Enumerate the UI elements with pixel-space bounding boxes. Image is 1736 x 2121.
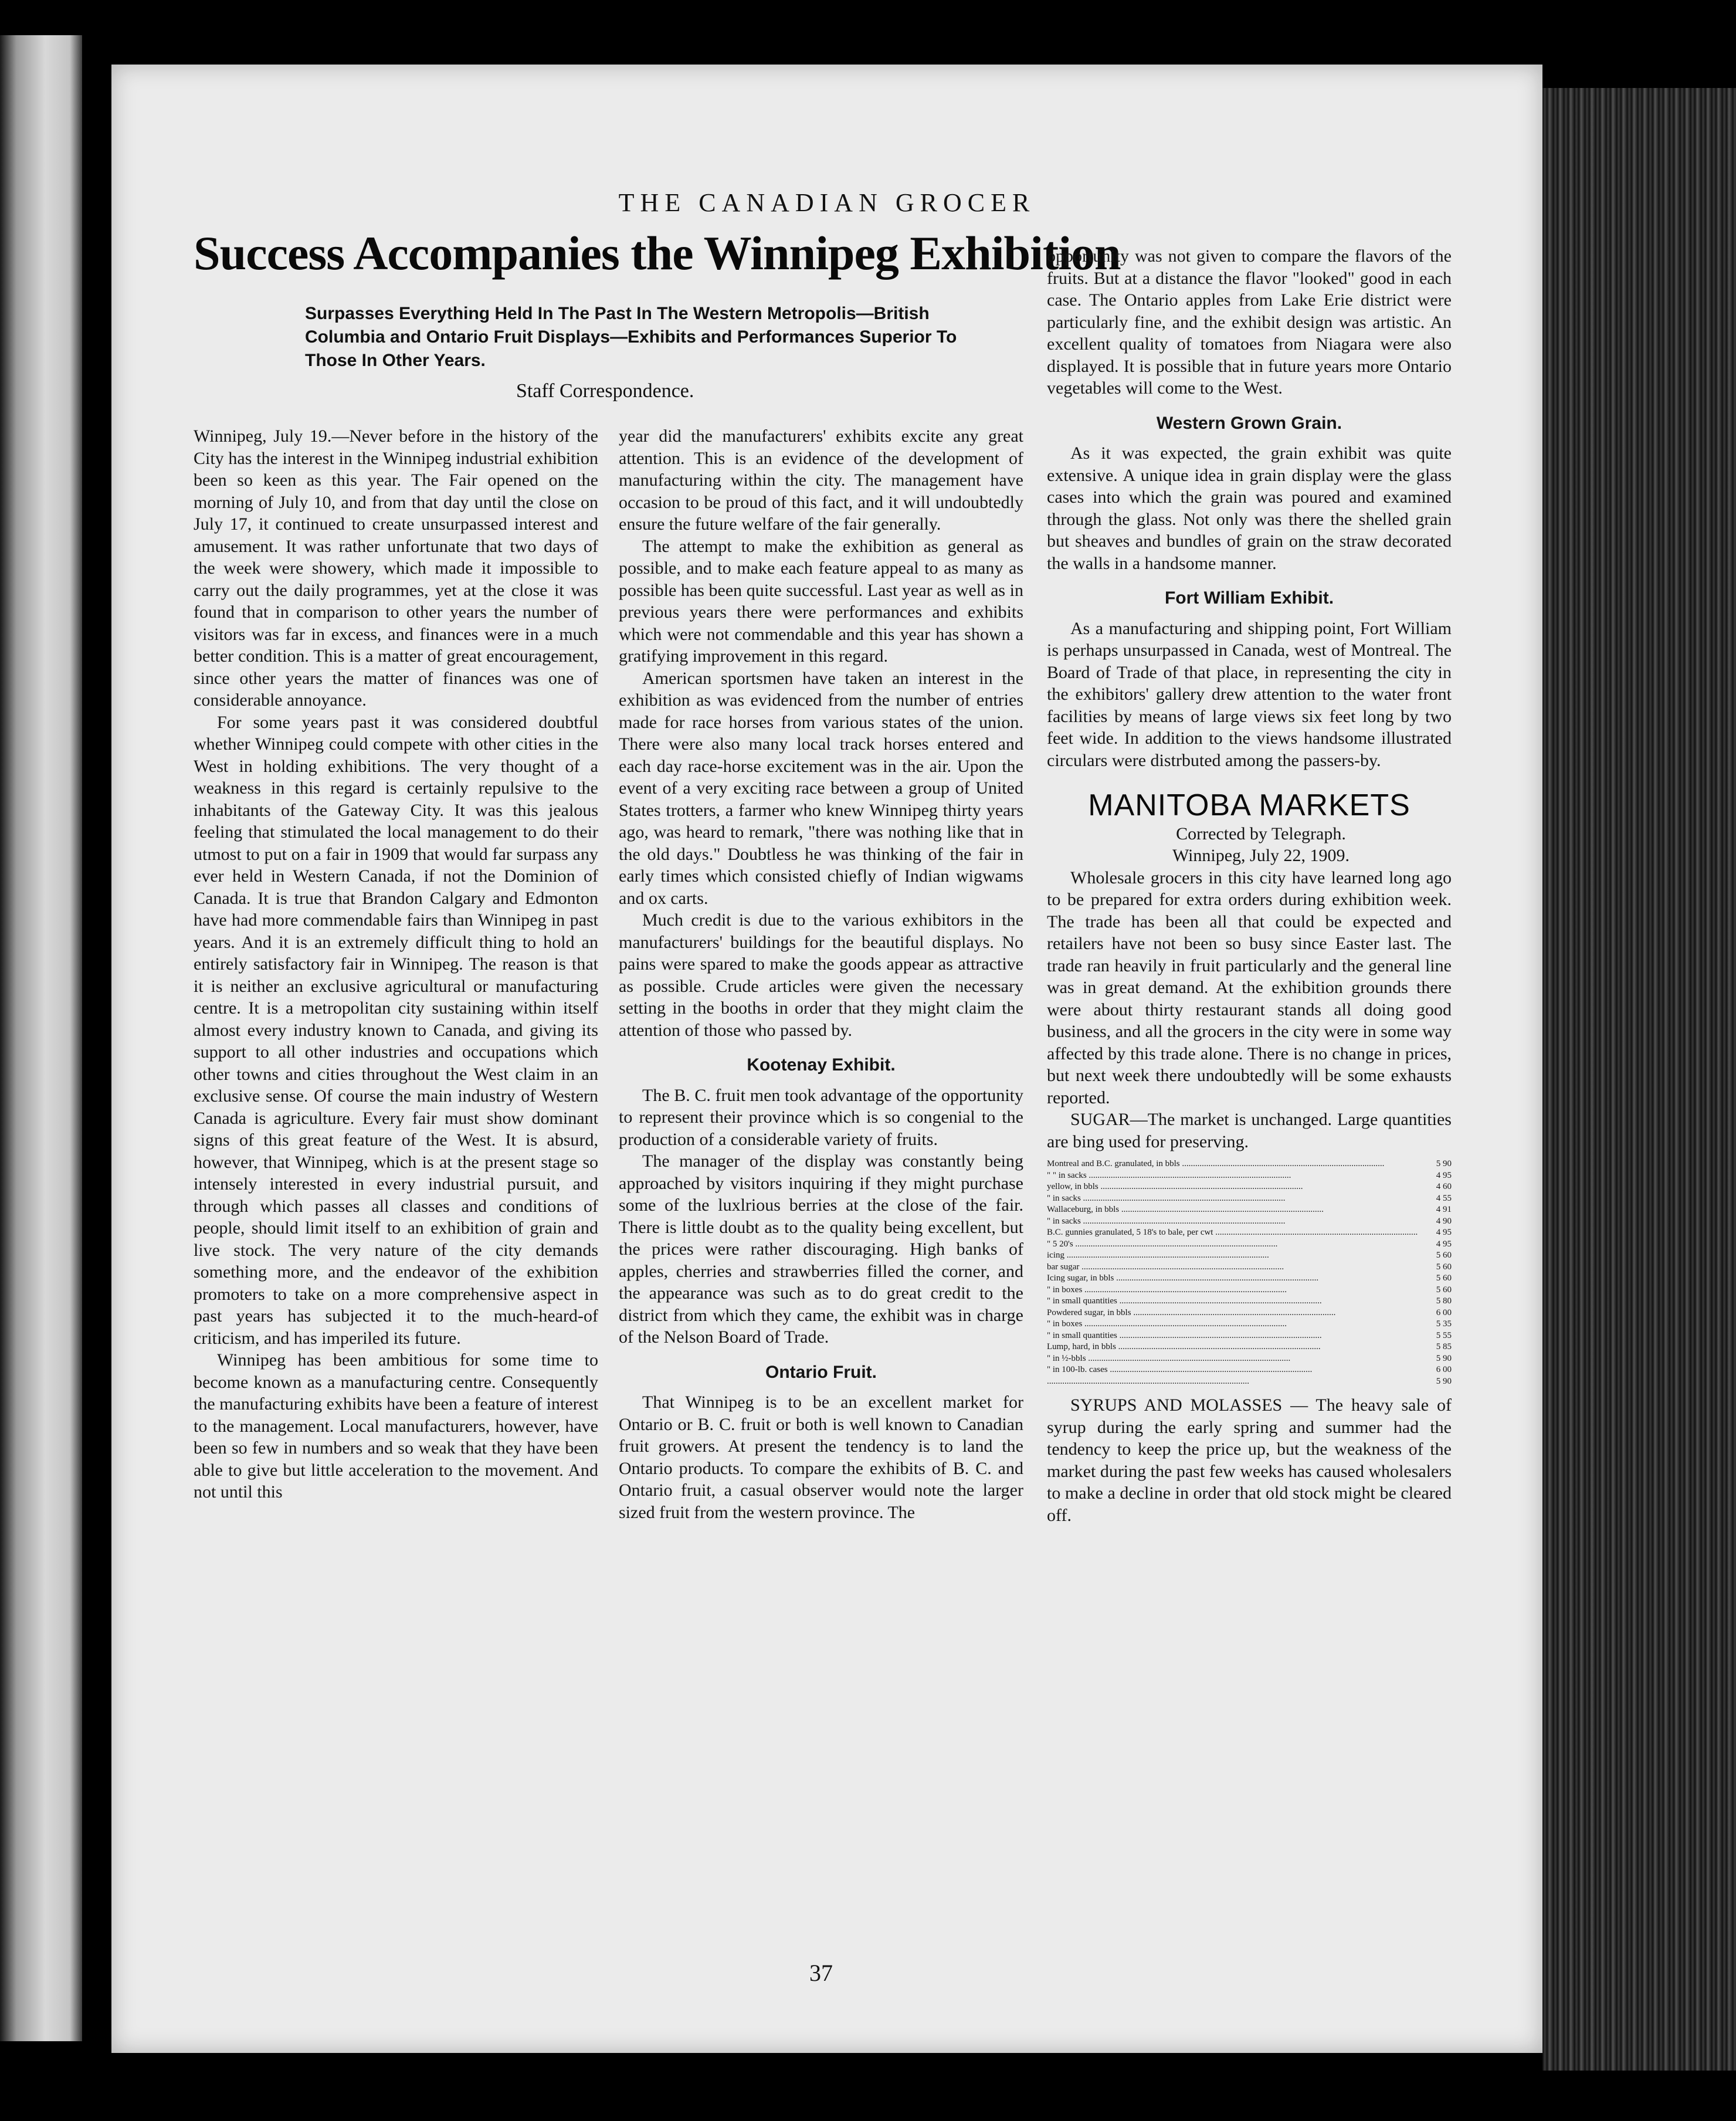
sugar-price-list [1047, 1158, 1452, 1387]
price-value: 5 35 [1436, 1319, 1452, 1329]
price-value: 4 91 [1436, 1205, 1452, 1214]
price-row [1047, 1285, 1452, 1296]
price-value: 4 95 [1436, 1239, 1452, 1249]
book-spine-edge [1542, 88, 1736, 2071]
paragraph: That Winnipeg is to be an excellent market for Ontario or B. C. fruit or both is well known to Canadian fruit growers. At present the tendency is to land the Ontario products. To compare the exhibits of B. C. and Ontario fruit, a casual observer would note the larger sized fruit from the western province. The [619, 1392, 1023, 1522]
price-row [1047, 1296, 1452, 1307]
price-row [1047, 1330, 1452, 1342]
price-label: yellow, in bbls ..... [1047, 1181, 1433, 1193]
price-row [1047, 1204, 1452, 1216]
markets-correction-note: Corrected by Telegraph. [1176, 824, 1346, 843]
price-row [1047, 1273, 1452, 1285]
price-value: 5 80 [1436, 1296, 1452, 1306]
price-label [1047, 1376, 1433, 1388]
paragraph: The manager of the display was constantly being approached by visitors inquiring if they might purchase some of the luxlrious berries at the close of the fair. There is little doubt as to the quality being excellent, but the prices were rather discouraging. High banks of apples, cherries and strawberries filled the corner, and the appearance was such as to do great credit to the district from which they came, the exhibit was in charge of the Nelson Board of Trade. [619, 1151, 1023, 1347]
paragraph: Much credit is due to the various exhibitors in the manufacturers' buildings for the beautiful displays. No pains were spared to make the goods appear as attractive as possible. Crude articles were given the necessary setting in the booths in order that they might claim the attention of those who passed by. [619, 910, 1023, 1040]
price-row [1047, 1227, 1452, 1239]
price-label: Powdered sugar, in bbls ..... [1047, 1307, 1433, 1319]
article-headline: Success Accompanies the Winnipeg Exhibition [194, 226, 1121, 280]
column-3 [1047, 245, 1452, 1526]
price-value: 5 60 [1436, 1262, 1452, 1272]
price-value: 5 85 [1436, 1342, 1452, 1351]
price-label: Wallaceburg, in bbls ..... [1047, 1204, 1433, 1216]
paragraph: opportunity was not given to compare the flavors of the fruits. But at a distance the flavor "looked" good in each case. The Ontario apples from Lake Erie district were particularly fine, and the exhibit design was artistic. An excellent quality of tomatoes from Niagara were also displayed. It is possible that in future years more Ontario vegetables will come to the West. [1047, 246, 1452, 398]
price-value: 5 90 [1436, 1353, 1452, 1363]
price-label: " in small quantities ..... [1047, 1296, 1433, 1307]
price-label: " in 100-lb. cases ..... [1047, 1364, 1433, 1376]
price-row [1047, 1262, 1452, 1273]
price-label: Lump, hard, in bbls ..... [1047, 1341, 1433, 1353]
price-row [1047, 1353, 1452, 1365]
price-row [1047, 1158, 1452, 1170]
price-row [1047, 1319, 1452, 1330]
price-value: 6 00 [1436, 1307, 1452, 1317]
price-row [1047, 1341, 1452, 1353]
subhead-fort-william: Fort William Exhibit. [1164, 588, 1334, 608]
price-label: bar sugar ..... [1047, 1262, 1433, 1273]
price-label: Icing sugar, in bbls ..... [1047, 1273, 1433, 1285]
price-value: 4 90 [1436, 1216, 1452, 1226]
subhead-western-grain: Western Grown Grain. [1156, 413, 1342, 433]
price-label: Montreal and B.C. granulated, in bbls ..... [1047, 1158, 1433, 1170]
price-value: 5 60 [1436, 1285, 1452, 1295]
price-value: 4 95 [1436, 1170, 1452, 1180]
price-value: 4 95 [1436, 1228, 1452, 1237]
page-number: 37 [809, 1960, 833, 1986]
price-label: " in small quantities ..... [1047, 1330, 1433, 1342]
price-value: 5 60 [1436, 1251, 1452, 1260]
price-row [1047, 1239, 1452, 1251]
price-value: 4 55 [1436, 1193, 1452, 1203]
price-value: 5 90 [1436, 1159, 1452, 1168]
paragraph: As a manufacturing and shipping point, Fort William is perhaps unsurpassed in Canada, west of Montreal. The Board of Trade of that place, in representing the city in the exhibitors' gallery drew attention to the water front facilities by means of large views six feet long by two feet wide. In addition to the views handsome illustrated circulars were distrbuted among the passers-by. [1047, 618, 1452, 770]
subhead-ontario-fruit: Ontario Fruit. [765, 1362, 877, 1382]
paragraph: year did the manufacturers' exhibits excite any great attention. This is an evidence of the development of manufacturing within the city. The management have occasion to be proud of this fact, and it will undoubtedly ensure the future welfare of the fair generally. [619, 426, 1023, 534]
paragraph: The attempt to make the exhibition as general as possible, and to make each feature appeal to as many as possible has been quite successful. Last year as well as in previous years there were performances and exhibits which were not commendable and this year has shown a gratifying improvement in this regard. [619, 536, 1023, 666]
price-row [1047, 1170, 1452, 1182]
article-byline: Staff Correspondence. [516, 380, 694, 402]
column-2 [619, 425, 1023, 1523]
paragraph: As it was expected, the grain exhibit was quite extensive. A unique idea in grain display were the glass cases into which the grain was poured and examined through the glass. Not only was there the shelled grain but sheaves and bundles of grain on the straw decorated the walls in a handsome manner. [1047, 443, 1452, 573]
paragraph: Winnipeg, July 19.—Never before in the history of the City has the interest in the Winnipeg industrial exhibition been so keen as this year. The Fair opened on the morning of July 10, and from that day until the close on July 17, it continued to create unsurpassed interest and amusement. It was rather unfortunate that two days of the week were showery, which made it impossible to carry out the daily programmes, yet at the close it was found that in comparison to other years the number of visitors was far in excess, and finances were in a much better condition. This is a matter of great encouragement, since other years the matter of finances was one of considerable annoyance. [194, 426, 598, 710]
price-value: 5 90 [1436, 1376, 1452, 1386]
price-label: " in boxes ..... [1047, 1285, 1433, 1296]
price-label: " in sacks ..... [1047, 1216, 1433, 1228]
running-head: THE CANADIAN GROCER [618, 188, 1036, 217]
paragraph: Winnipeg has been ambitious for some time to become known as a manufacturing centre. Consequently the manufacturing exhibits have been a feature of interest to the management. Local manufacturers, however, have been so few in numbers and so weak that they have been able to give but little acceleration to the movement. And not until this [194, 1350, 598, 1502]
price-value: 4 60 [1436, 1182, 1452, 1191]
markets-dateline: Winnipeg, July 22, 1909. [1172, 846, 1350, 865]
markets-title: MANITOBA MARKETS [1088, 788, 1410, 822]
price-label: " " in sacks ..... [1047, 1170, 1433, 1182]
paragraph: American sportsmen have taken an interest in the exhibition as was evidenced from the number of entries made for race horses from various states of the union. There were also many local track horses entered and each day race-horse excitement was in the air. Upon the event of a very exciting race between a group of United States trotters, a farmer who knew Winnipeg thirty years ago, was heard to remark, "there was nothing like that in the old days." Doubtless he was thinking of the fair in early times which consisted chiefly of Indian wigwams and ox carts. [619, 668, 1023, 908]
price-row [1047, 1307, 1452, 1319]
sugar-paragraph: SUGAR—The market is unchanged. Large quantities are bing used for preserving. [1047, 1110, 1452, 1151]
price-row [1047, 1216, 1452, 1228]
price-value: 5 60 [1436, 1273, 1452, 1283]
column-1 [194, 425, 598, 1503]
syrups-paragraph: SYRUPS AND MOLASSES — The heavy sale of syrup during the early spring and summer had the tendency to keep the price up, but the weakness of the market during the past few weeks has caused wholesalers to make a decline in order that old stock might be cleared off. [1047, 1395, 1452, 1525]
article-deck: Surpasses Everything Held In The Past In The Western Metropolis—British Columbia and Ontario Fruit Displays—Exhibits and Performances Superior To Those In Other Years. [305, 304, 957, 370]
price-label: " in boxes ..... [1047, 1319, 1433, 1330]
paragraph: For some years past it was considered doubtful whether Winnipeg could compete with other cities in the West in holding exhibitions. The very thought of a weakness in this regard is certainly repulsive to the inhabitants of the Gateway City. It was this jealous feeling that stimulated the local management to do their utmost to put on a fair in 1909 that would far surpass any ever held in Western Canada, if not the Dominion of Canada. It is true that Brandon Calgary and Edmonton have had more commendable fairs than Winnipeg in past years. And it is an extremely difficult thing to hold an entirely satisfactory fair in Winnipeg. The reason is that it is neither an exclusive agricultural or manufacturing centre. It is a metropolitan city sustaining within itself almost every industry known to Canada, and giving its support to all other industries and occupations which other towns and cities throughout the West claim in an exclusive sense. Of course the main industry of Western Canada is agriculture. Every fair must show dominant signs of this great feature of the West. It is absurd, however, that Winnipeg, which is at the present stage so intensely interested in every industrial pursuit, and through which passes all classes and conditions of people, should limit itself to an exhibition of grain and live stock. The very nature of the city demands something more, and the endeavor of the exhibition promoters to take on a more comprehensive aspect in past years has subjected it to the much-heard-of criticism, and has imperiled its future. [194, 712, 598, 1348]
previous-page-edge [0, 35, 82, 2041]
paragraph: Wholesale grocers in this city have learned long ago to be prepared for extra orders during exhibition week. The trade has been all that could be expected and retailers have not been so busy since Easter last. The trade ran heavily in fruit particularly and the general line was in great demand. At the exhibition grounds there were about thirty restaurant stands all doing good business, and all the grocers in the city were in some way affected by this trade alone. There is no change in prices, but next week there undoubtedly will be some exhausts reported. [1047, 868, 1452, 1107]
subhead-kootenay: Kootenay Exhibit. [747, 1055, 896, 1075]
price-row [1047, 1250, 1452, 1262]
price-label: icing ..... [1047, 1250, 1433, 1262]
price-value: 6 00 [1436, 1365, 1452, 1374]
price-row [1047, 1193, 1452, 1205]
price-label: " in sacks ..... [1047, 1193, 1433, 1205]
price-label: " 5 20's ..... [1047, 1239, 1433, 1251]
price-value: 5 55 [1436, 1330, 1452, 1340]
paragraph: The B. C. fruit men took advantage of the opportunity to represent their province which is so congenial to the production of a considerable variety of fruits. [619, 1085, 1023, 1149]
price-label: B.C. gunnies granulated, 5 18's to bale, per cwt ..... [1047, 1227, 1433, 1239]
price-row [1047, 1364, 1452, 1376]
price-label: " in ½-bbls ..... [1047, 1353, 1433, 1365]
price-row [1047, 1181, 1452, 1193]
price-row [1047, 1376, 1452, 1388]
